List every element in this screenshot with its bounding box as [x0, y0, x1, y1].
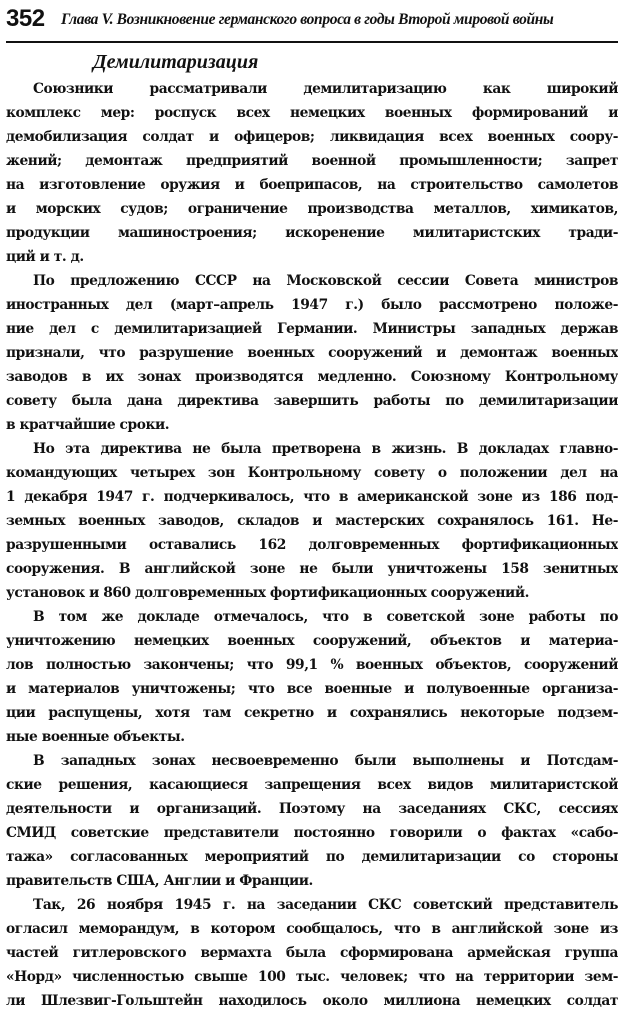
text-line: земных военных заводов, складов и мастерских сохранялось 161. Не- [6, 513, 618, 529]
text-line: установок и 860 долговременных фортификационных сооружений. [6, 585, 529, 601]
text-line: ские решения, касающиеся запрещения всех видов милитаристской [6, 777, 618, 793]
text-line: деятельности и организаций. Поэтому на заседаниях СКС, сессиях [6, 801, 618, 817]
text-line: ние дел с демилитаризацией Германии. Министры западных держав [6, 321, 618, 337]
paragraph [6, 749, 618, 893]
text-line: ные военные объекты. [6, 729, 185, 745]
text-line: «Норд» численностью свыше 100 тыс. человек; что на территории зем- [6, 969, 618, 985]
text-line: заводов в их зонах производятся медленно. Союзному Контрольному [6, 369, 618, 385]
running-head: Глава V. Возникновение германского вопроса в годы Второй мировой войны [61, 11, 554, 28]
text-line: СМИД советские представители постоянно говорили о фактах «сабо- [6, 825, 618, 841]
book-page [6, 0, 618, 1009]
paragraph [6, 893, 618, 1013]
text-line: совету была дана директива завершить работы по демилитаризации [6, 393, 618, 409]
page-number: 352 [6, 5, 45, 32]
text-line: огласил меморандум, в котором сообщалось, что в английской зоне из [6, 921, 618, 937]
paragraph [6, 437, 618, 605]
text-line: признали, что разрушение военных сооружений и демонтаж военных [6, 345, 618, 361]
text-line: продукции машиностроения; искоренение милитаристских тради- [6, 225, 618, 241]
text-line: В том же докладе отмечалось, что в советской зоне работы по [33, 609, 618, 625]
body-text [6, 50, 618, 1013]
text-line: ций и т. д. [6, 249, 84, 265]
text-line: 1 декабря 1947 г. подчеркивалось, что в американской зоне из 186 под- [6, 489, 618, 505]
text-line: тажа» согласованных мероприятий по демилитаризации со стороны [6, 849, 618, 865]
text-line: жений; демонтаж предприятий военной промышленности; запрет [6, 153, 618, 169]
text-line: По предложению СССР на Московской сессии Совета министров [33, 273, 618, 289]
text-line: Так, 26 ноября 1945 г. на заседании СКС советский представитель [33, 897, 618, 913]
text-line: сооружения. В английской зоне не были уничтожены 158 зенитных [6, 561, 618, 577]
text-line: ли Шлезвиг-Гольштейн находилось около миллиона немецких солдат [6, 993, 618, 1009]
text-line: на изготовление оружия и боеприпасов, на строительство самолетов [6, 177, 618, 193]
paragraph [6, 77, 618, 269]
header-rule [6, 41, 618, 43]
text-line: демобилизация солдат и офицеров; ликвидация всех военных соору- [6, 129, 618, 145]
text-line: и морских судов; ограничение производства металлов, химикатов, [6, 201, 618, 217]
text-line: комплекс мер: роспуск всех немецких военных формирований и [6, 105, 618, 121]
paragraph [6, 605, 618, 749]
paragraphs [6, 77, 618, 1013]
paragraph [6, 269, 618, 437]
text-line: ции распущены, хотя там секретно и сохранялись некоторые подзем- [6, 705, 618, 721]
text-line: иностранных дел (март–апрель 1947 г.) было рассмотрено положе- [6, 297, 618, 313]
page-header [6, 5, 618, 37]
text-line: правительств США, Англии и Франции. [6, 873, 313, 889]
text-line: разрушенными оставались 162 долговременных фортификационных [6, 537, 618, 553]
text-line: частей гитлеровского вермахта была сформирована армейская группа [6, 945, 618, 961]
text-line: командующих четырех зон Контрольному совету о положении дел на [6, 465, 618, 481]
text-line: лов полностью закончены; что 99,1 % военных объектов, сооружений [6, 657, 618, 673]
text-line: Но эта директива не была претворена в жизнь. В докладах главно- [33, 441, 618, 457]
text-line: В западных зонах несвоевременно были выполнены и Потсдам- [33, 753, 618, 769]
text-line: уничтожению немецких военных сооружений, объектов и материа- [6, 633, 618, 649]
text-line: в кратчайшие сроки. [6, 417, 170, 433]
text-line: Союзники рассматривали демилитаризацию как широкий [33, 81, 618, 97]
text-line: и материалов уничтожены; что все военные и полувоенные организа- [6, 681, 618, 697]
section-heading: Демилитаризация [93, 51, 259, 73]
